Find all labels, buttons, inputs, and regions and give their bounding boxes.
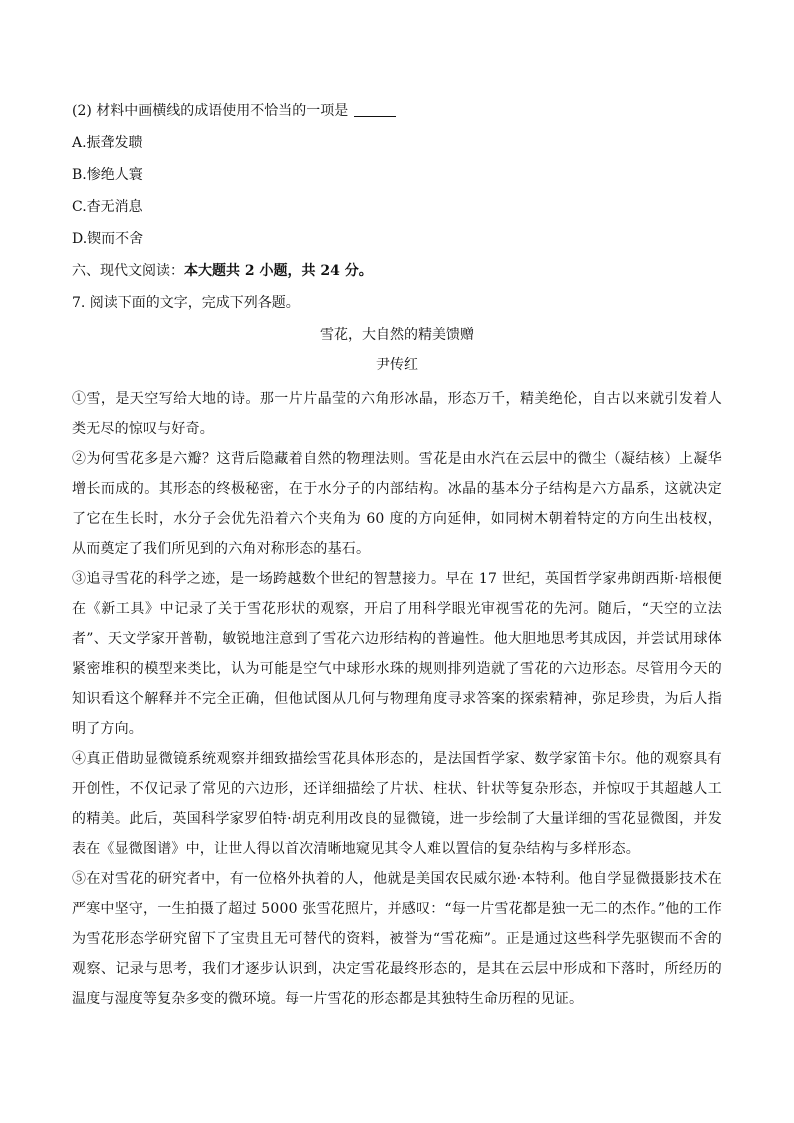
section-prefix: 六、现代文阅读：	[72, 263, 184, 279]
paragraph-3: ③追寻雪花的科学之迹，是一场跨越数个世纪的智慧接力。早在 17 世纪，英国哲学家弗朗西斯·培根便在《新工具》中记录了关于雪花形状的观察，开启了用科学眼光审视雪花的先河。随后，“天空的立法者”、天文学家开普勒，敏锐地注意到了雪花六边形结构的普遍性。他大胆地思考其成因，并尝试用球体紧密堆积的模型来类比，认为可能是空气中球形水珠的规则排列造就了雪花的六边形态。尽管用今天的知识看这个解释并不完全正确，但他试图从几何与物理角度寻求答案的探索精神，弥足珍贵，为后人指明了方向。	[72, 571, 722, 737]
section-description: 本大题共 2 小题，共 24 分。	[184, 263, 373, 279]
article-title: 雪花，大自然的精美馈赠	[320, 327, 474, 343]
answer-blank[interactable]	[354, 102, 396, 117]
paragraph-2: ②为何雪花多是六瓣？这背后隐藏着自然的物理法则。雪花是由水汽在云层中的微尘（凝结核）上凝华增长而成的。其形态的终极秘密，在于水分子的内部结构。冰晶的基本分子结构是六方晶系，这就决定了它在生长时，水分子会优先沿着六个夹角为 60 度的方向延伸，如同树木朝着特定的方向生出枝杈，从而奠定了我们所见到的六角对称形态的基石。	[72, 451, 722, 557]
paragraph-1: ①雪，是天空写给大地的诗。那一片片晶莹的六角形冰晶，形态万千，精美绝伦，自古以来就引发着人类无尽的惊叹与好奇。	[72, 391, 722, 437]
document-page	[72, 100, 722, 1014]
option-a: A.振聋发聩	[72, 135, 143, 151]
section-heading	[72, 260, 722, 282]
option-b: B.惨绝人寰	[72, 167, 143, 183]
paragraph-4: ④真正借助显微镜系统观察并细致描绘雪花具体形态的，是法国哲学家、数学家笛卡尔。他的观察具有开创性，不仅记录了常见的六边形，还详细描绘了片状、柱状、针状等复杂形态，并惊叹于其超越人工的精美。此后，英国科学家罗伯特·胡克利用改良的显微镜，进一步绘制了大量详细的雪花显微图，并发表在《显微图谱》中，让世人得以首次清晰地窥见其令人难以置信的复杂结构与多样形态。	[72, 751, 722, 857]
question-stem	[72, 100, 722, 122]
option-d: D.锲而不舍	[72, 231, 144, 247]
option-c: C.杳无消息	[72, 199, 143, 215]
task-instruction: 7. 阅读下面的文字，完成下列各题。	[72, 295, 300, 311]
paragraph-5: ⑤在对雪花的研究者中，有一位格外执着的人，他就是美国农民威尔逊·本特利。他自学显微摄影技术在严寒中坚守，一生拍摄了超过 5000 张雪花照片，并感叹：“每一片雪花都是独一无二的杰作。”他的工作为雪花形态学研究留下了宝贵且无可替代的资料，被誉为“雪花痴”。正是通过这些科学先驱锲而不舍的观察、记录与思考，我们才逐步认识到，决定雪花最终形态的，是其在云层中形成和下落时，所经历的温度与湿度等复杂多变的微环境。每一片雪花的形态都是其独特生命历程的见证。	[72, 871, 722, 1007]
question-stem-text: (2) 材料中画横线的成语使用不恰当的一项是	[72, 103, 349, 119]
article-author: 尹传红	[376, 357, 418, 373]
